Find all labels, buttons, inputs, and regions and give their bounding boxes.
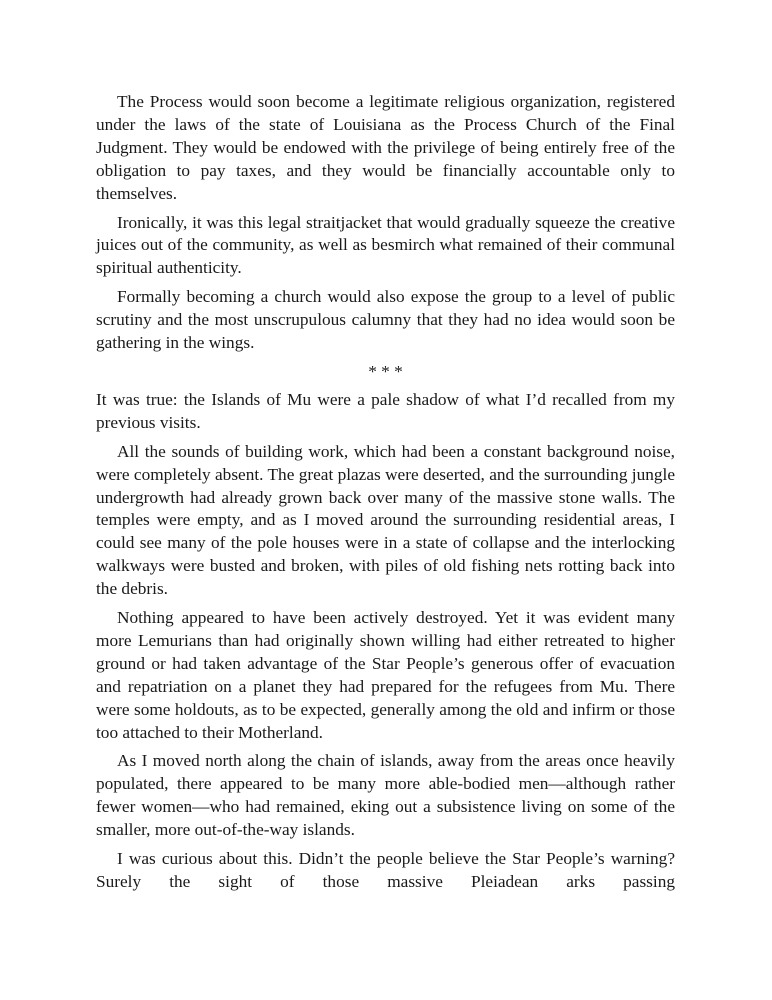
paragraph-islands-of-mu: It was true: the Islands of Mu were a pale shadow of what I’d recalled from my previous visits. [96,389,675,432]
paragraph-curious: I was curious about this. Didn’t the people believe the Star People’s warning? Surely the sight of those massive Pleiadean arks passing [96,849,675,891]
paragraph-not-destroyed: Nothing appeared to have been actively destroyed. Yet it was evident many more Lemurians than had originally shown willing had either retreated to higher ground or had taken advantage of the Star People’s generous offer of evacuation and repatriation on a planet they had prepared for the refugees from Mu. There were some holdouts, as to be expected, generally among the old and infirm or those too attached to their Motherland. [96,608,675,742]
paragraph-process-church: The Process would soon become a legitimate religious organization, registered under the laws of the state of Louisiana as the Process Church of the Final Judgment. They would be endowed with the privilege of being entirely free of the obligation to pay taxes, and they would be financially accountable only to themselves. [96,92,675,203]
section-break: * * * [368,361,403,381]
paragraph-building-work: All the sounds of building work, which had been a constant background noise, were completely absent. The great plazas were deserted, and the surrounding jungle undergrowth had already grown back over many of the massive stone walls. The temples were empty, and as I moved around the surrounding residential areas, I could see many of the pole houses were in a state of collapse and the interlocking walkways were busted and broken, with piles of old fishing nets rotting back into the debris. [96,441,675,599]
paragraph-moving-north: As I moved north along the chain of islands, away from the areas once heavily populated, there appeared to be many more able-bodied men—although rather fewer women—who had remained, eking out a subsistence living on some of the smaller, more out-of-the-way islands. [96,751,675,840]
paragraph-public-scrutiny: Formally becoming a church would also expose the group to a level of public scrutiny and the most unscrupulous calumny that they had no idea would soon be gathering in the wings. [96,287,675,353]
paragraph-legal-straitjacket: Ironically, it was this legal straitjacket that would gradually squeeze the creative juices out of the community, as well as besmirch what remained of their communal spiritual authenticity. [96,212,675,278]
page-body [96,91,675,900]
